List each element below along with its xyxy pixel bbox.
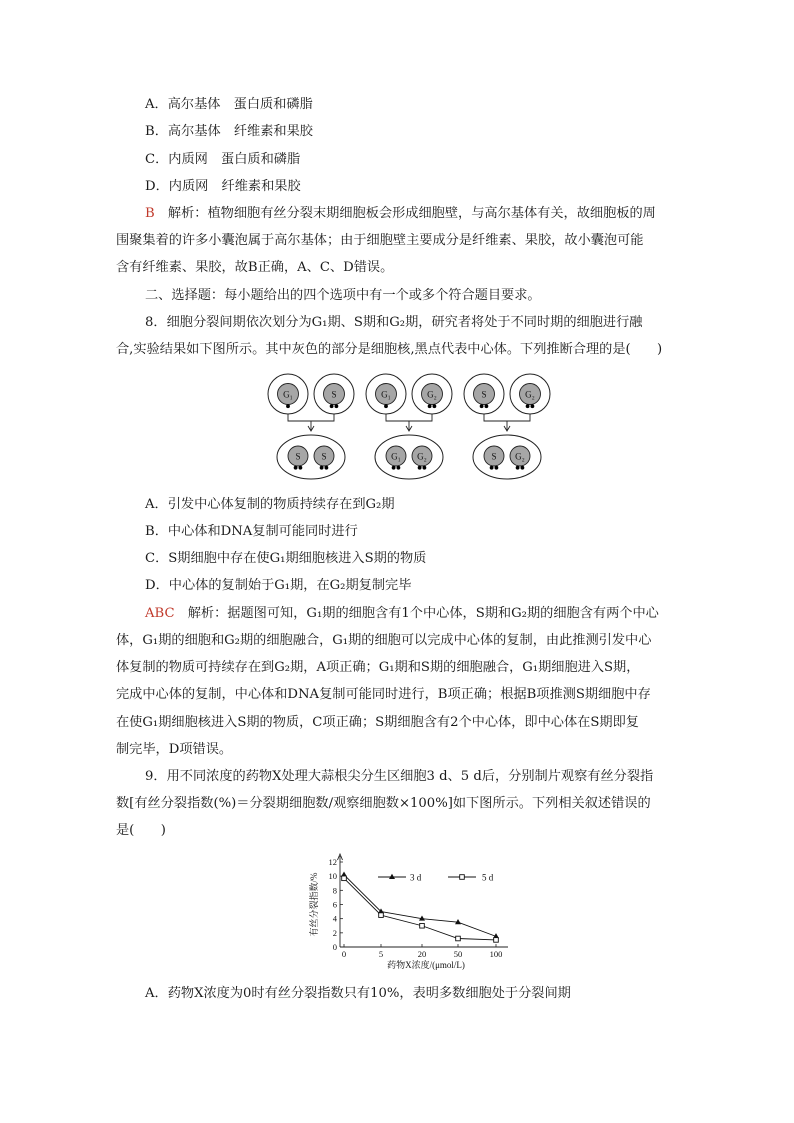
section-heading: 二、选择题：每小题给出的四个选项中有一个或多个符合题目要求。: [145, 288, 541, 303]
y-tick-label: 10: [328, 871, 337, 882]
series-line-2: [344, 878, 496, 940]
y-axis-label: 有丝分裂指数/%: [309, 872, 319, 937]
q8-explanation-line-6: 制完毕，D项错误。: [116, 742, 233, 757]
nucleus-label: S: [331, 389, 337, 400]
q7-explanation-line-2: 围聚集着的许多小囊泡属于高尔基体；由于细胞壁主要成分是纤维素、果胶，故小囊泡可能: [116, 233, 644, 248]
centrosome-dot-2: [521, 466, 525, 470]
fused-cell: [473, 435, 541, 479]
x-tick-label: 50: [453, 949, 463, 959]
y-tick-label: 2: [332, 927, 337, 938]
centrosome-dot-1: [330, 404, 334, 408]
q8-option-d: D．中心体的复制始于G₁期，在G₂期复制完毕: [145, 578, 412, 593]
nucleus-label: S: [481, 389, 487, 400]
data-point-5d: [456, 936, 461, 941]
q8-option-c: C．S期细胞中存在使G₁期细胞核进入S期的物质: [145, 551, 427, 566]
data-point-5d: [342, 876, 347, 881]
q8-option-b: B．中心体和DNA复制可能同时进行: [145, 524, 358, 539]
centrosome-dot-2: [423, 466, 427, 470]
fusion-connector: [386, 414, 432, 430]
x-axis-label: 药物X浓度/(μmol/L): [387, 960, 465, 970]
centrosome-dot-2: [485, 404, 489, 408]
x-tick-label: 0: [341, 949, 347, 959]
fused-nucleus-label: G₂: [417, 451, 427, 462]
q7-option-d: D．内质网 纤维素和果胶: [145, 179, 301, 194]
fused-cell: [277, 435, 345, 479]
centrosome-dot-1: [294, 466, 298, 470]
q9-stem-line-3: 是( ): [116, 823, 166, 838]
nucleus-label: G₂: [427, 389, 437, 400]
data-point-5d: [379, 913, 384, 918]
fusion-group-2: [366, 374, 452, 479]
q8-stem-line-2: 合,实验结果如下图所示。其中灰色的部分是细胞核,黑点代表中心体。下列推断合理的是( ): [116, 342, 663, 357]
mitotic-index-chart: [296, 852, 526, 977]
centrosome-dot-1: [320, 466, 324, 470]
centrosome-dot-1: [428, 404, 432, 408]
fusion-group-1: [268, 374, 354, 479]
x-tick-label: 5: [378, 949, 384, 959]
fusion-connector: [288, 414, 334, 430]
centrosome-dot-2: [397, 466, 401, 470]
fusion-group-3: [464, 374, 550, 479]
centrosome-dot-1: [526, 404, 530, 408]
centrosome-dot-2: [325, 466, 329, 470]
centrosome-dot-2: [433, 404, 437, 408]
legend-label-3d: 3 d: [410, 872, 422, 883]
q9-stem-line-1: 9．用不同浓度的药物X处理大蒜根尖分生区细胞3 d、5 d后，分别制片观察有丝分裂指: [145, 769, 654, 784]
y-tick-label: 4: [332, 913, 337, 924]
q8-answer: ABC: [145, 606, 175, 621]
legend-label-5d: 5 d: [482, 872, 494, 883]
nucleus-label: G₂: [525, 389, 535, 400]
fused-cell: [375, 435, 443, 479]
centrosome-dot-1: [418, 466, 422, 470]
q7-answer: B: [145, 206, 155, 221]
fused-nucleus-label: S: [295, 451, 301, 462]
q9-option-a: A．药物X浓度为0时有丝分裂指数只有10%，表明多数细胞处于分裂间期: [145, 986, 571, 1001]
x-tick-label: 100: [489, 949, 503, 959]
q7-explanation-line-3: 含有纤维素、果胶，故B正确，A、C、D错误。: [116, 260, 394, 275]
data-point-5d: [420, 923, 425, 928]
q7-explanation-line-1: [145, 205, 656, 223]
q8-explanation-line-2: 体，G₁期的细胞和G₂期的细胞融合，G₁期的细胞可以完成中心体的复制，由此推测引发中心: [116, 633, 652, 648]
nucleus-label: G₁: [381, 389, 391, 400]
fused-nucleus-label: S: [321, 451, 327, 462]
centrosome-dot-1: [490, 466, 494, 470]
data-point-5d: [494, 938, 499, 943]
q7-option-a: A．高尔基体 蛋白质和磷脂: [145, 97, 313, 112]
q8-explanation-line-3: 体复制的物质可持续存在到G₂期，A项正确；G₁期和S期的细胞融合，G₁期细胞进入S期，: [116, 660, 640, 675]
centrosome-dot-1: [384, 404, 388, 408]
fusion-connector: [484, 414, 530, 430]
y-tick-label: 12: [328, 857, 337, 867]
q8-explanation-line-4: 完成中心体的复制，中心体和DNA复制可能同时进行，B项正确；根据B项推测S期细胞中存: [116, 687, 651, 702]
q9-stem-line-2: 数[有丝分裂指数(%)＝分裂期细胞数/观察细胞数×100%]如下图所示。下列相关叙述错误的: [116, 796, 651, 811]
centrosome-dot-1: [286, 404, 290, 408]
centrosome-dot-2: [335, 404, 339, 408]
centrosome-dot-1: [516, 466, 520, 470]
q8-explanation-line-5: 在使G₁期细胞核进入S期的物质，C项正确；S期细胞含有2个中心体，即中心体在S期即复: [116, 715, 639, 730]
fused-nucleus-label: S: [491, 451, 497, 462]
nucleus-label: G₁: [283, 389, 293, 400]
centrosome-dot-2: [495, 466, 499, 470]
q8-stem-line-1: 8．细胞分裂间期依次划分为G₁期、S期和G₂期，研究者将处于不同时期的细胞进行融: [145, 315, 643, 330]
q7-option-c: C．内质网 蛋白质和磷脂: [145, 152, 301, 167]
chart-legend: [378, 873, 494, 883]
q7-option-b: B．高尔基体 纤维素和果胶: [145, 124, 313, 139]
y-tick-label: 8: [332, 885, 337, 896]
fused-nucleus-label: G₁: [391, 451, 401, 462]
y-tick-label: 6: [332, 899, 337, 910]
q8-explanation-text: 解析：据题图可知，G₁期的细胞含有1个中心体，S期和G₂期的细胞含有两个中心: [174, 606, 659, 621]
q8-explanation-line-1: [145, 605, 659, 623]
cell-fusion-figure: [263, 367, 553, 485]
centrosome-dot-2: [299, 466, 303, 470]
y-tick-label: 0: [332, 942, 337, 952]
centrosome-dot-2: [531, 404, 535, 408]
legend-marker-5d: [460, 875, 465, 880]
x-tick-label: 20: [417, 949, 427, 959]
q8-option-a: A．引发中心体复制的物质持续存在到G₂期: [145, 497, 395, 512]
fused-nucleus-label: G₂: [515, 451, 525, 462]
legend-marker-3d: [389, 874, 395, 879]
centrosome-dot-1: [392, 466, 396, 470]
q7-explanation-text: 解析：植物细胞有丝分裂末期细胞板会形成细胞壁，与高尔基体有关，故细胞板的周: [154, 206, 656, 221]
centrosome-dot-1: [480, 404, 484, 408]
